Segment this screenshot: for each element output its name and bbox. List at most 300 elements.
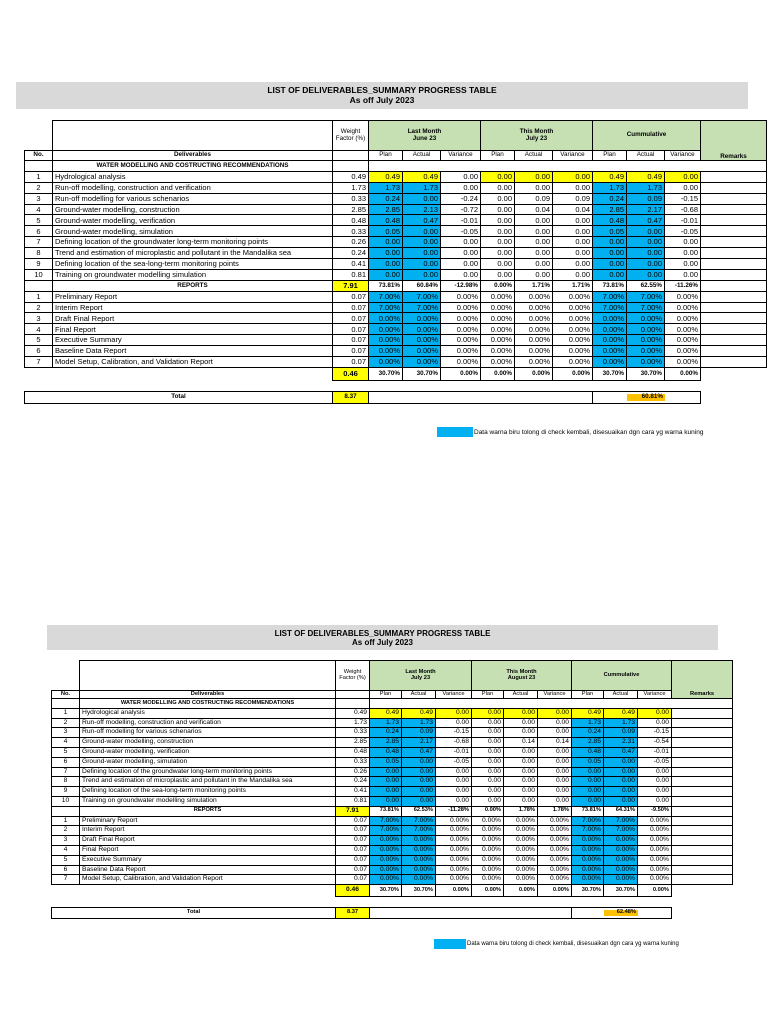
- progress-value: -0.15: [436, 728, 472, 738]
- deliverable-name: Run-off modelling for various schenarios: [53, 193, 333, 204]
- table-row: [52, 865, 733, 875]
- progress-value: 0.00%: [515, 291, 553, 302]
- summary-value: 73.81%: [370, 806, 402, 816]
- sub-header: Variance: [665, 151, 701, 161]
- progress-value: 0.00: [504, 796, 538, 806]
- remarks-cell: [701, 215, 767, 226]
- progress-value: 0.00%: [665, 346, 701, 357]
- progress-value: -0.68: [436, 738, 472, 748]
- weight-value: 0.07: [333, 291, 369, 302]
- sub-header: Variance: [436, 691, 472, 699]
- progress-value: -0.24: [441, 193, 481, 204]
- progress-value: 0.00%: [593, 357, 627, 368]
- cumulative-header: Cummulative: [572, 661, 672, 691]
- progress-value: 0.00%: [441, 313, 481, 324]
- deliverable-name: Model Setup, Calibration, and Validation Report: [80, 875, 336, 885]
- progress-value: 0.00: [604, 767, 638, 777]
- progress-value: 0.00%: [441, 324, 481, 335]
- table-row: [52, 826, 733, 836]
- progress-value: 0.00%: [436, 865, 472, 875]
- table-row: [52, 796, 733, 806]
- progress-value: 0.00: [472, 718, 504, 728]
- progress-value: 0.00: [604, 777, 638, 787]
- progress-value: 7.00%: [572, 826, 604, 836]
- progress-value: 0.00: [402, 777, 436, 787]
- progress-value: 0.00%: [472, 855, 504, 865]
- deliverable-name: Run-off modelling for various schenarios: [80, 728, 336, 738]
- progress-value: 0.00: [370, 796, 402, 806]
- progress-value: 7.00%: [627, 302, 665, 313]
- progress-value: 0.00: [572, 796, 604, 806]
- progress-value: 7.00%: [369, 302, 403, 313]
- deliverable-name: Model Setup, Calibration, and Validation Report: [53, 357, 333, 368]
- table-row: [52, 708, 733, 718]
- progress-value: 0.00: [638, 767, 672, 777]
- progress-value: 0.00: [638, 796, 672, 806]
- progress-value: 0.00: [515, 248, 553, 259]
- progress-value: 7.00%: [572, 816, 604, 826]
- progress-value: 0.00: [504, 787, 538, 797]
- total-row: [51, 907, 672, 919]
- final-summary-row: [25, 367, 767, 380]
- row-number: 9: [52, 787, 80, 797]
- progress-value: 0.24: [593, 193, 627, 204]
- progress-value: 0.00: [504, 728, 538, 738]
- deliverable-name: Defining location of the sea-long-term monitoring points: [80, 787, 336, 797]
- progress-value: 0.00: [504, 747, 538, 757]
- progress-value: 0.49: [369, 171, 403, 182]
- progress-value: 2.17: [627, 204, 665, 215]
- row-number: 4: [52, 845, 80, 855]
- summary-value: -9.50%: [638, 806, 672, 816]
- total-cumulative: 60.81%: [627, 394, 665, 400]
- progress-value: 0.00: [472, 708, 504, 718]
- summary-value: 30.70%: [370, 885, 402, 897]
- summary-value: 0.00%: [436, 885, 472, 897]
- row-number: 7: [52, 875, 80, 885]
- progress-value: 7.00%: [402, 826, 436, 836]
- deliverables-header: Deliverables: [80, 691, 336, 699]
- progress-value: 0.47: [403, 215, 441, 226]
- table-row: [52, 875, 733, 885]
- remarks-cell: [672, 708, 733, 718]
- progress-value: 0.00: [538, 718, 572, 728]
- summary-value: 0.00%: [515, 367, 553, 380]
- reports-label: REPORTS: [53, 280, 333, 291]
- weight-value: 0.07: [336, 845, 370, 855]
- progress-value: -0.05: [665, 226, 701, 237]
- progress-value: -0.01: [441, 215, 481, 226]
- progress-value: 0.00: [481, 259, 515, 270]
- progress-value: 0.00%: [538, 836, 572, 846]
- weight-value: 0.07: [333, 357, 369, 368]
- remarks-cell: [701, 313, 767, 324]
- progress-value: 0.00%: [515, 335, 553, 346]
- weight-value: 2.85: [333, 204, 369, 215]
- progress-value: 0.00%: [504, 855, 538, 865]
- progress-value: 0.00: [481, 171, 515, 182]
- progress-value: 0.48: [593, 215, 627, 226]
- progress-value: 0.47: [627, 215, 665, 226]
- progress-value: 0.00: [403, 259, 441, 270]
- progress-value: 0.00%: [481, 324, 515, 335]
- last-month-header: [369, 121, 481, 151]
- progress-value: 0.00: [572, 787, 604, 797]
- table-row: [25, 291, 767, 302]
- progress-value: 0.14: [504, 738, 538, 748]
- header-blank: [80, 661, 336, 691]
- progress-value: 0.00: [504, 767, 538, 777]
- blank: [25, 367, 53, 380]
- deliverable-name: Ground-water modelling, construction: [80, 738, 336, 748]
- progress-value: 0.00%: [553, 335, 593, 346]
- row-number: 10: [52, 796, 80, 806]
- row-number: 2: [25, 302, 53, 313]
- weight-value: 0.07: [336, 855, 370, 865]
- sub-header: Plan: [572, 691, 604, 699]
- table-title-banner: [47, 625, 718, 650]
- progress-value: 0.00%: [593, 324, 627, 335]
- progress-value: 0.00: [403, 193, 441, 204]
- progress-value: 0.00: [538, 787, 572, 797]
- remarks-cell: [672, 728, 733, 738]
- remarks-cell: [701, 291, 767, 302]
- progress-value: 0.00%: [504, 865, 538, 875]
- summary-value: 0.00%: [481, 367, 515, 380]
- summary-value: 62.55%: [627, 280, 665, 291]
- header-blank: [53, 121, 333, 151]
- row-number: 1: [52, 708, 80, 718]
- table-subtitle: As off July 2023: [349, 94, 415, 105]
- summary-value: 30.70%: [604, 885, 638, 897]
- progress-value: 0.47: [604, 747, 638, 757]
- sub-header: Plan: [370, 691, 402, 699]
- progress-value: 0.00: [638, 777, 672, 787]
- final-summary-row: [52, 885, 733, 897]
- summary-value: 0.00%: [472, 885, 504, 897]
- remarks-cell: [672, 787, 733, 797]
- weight-factor-header: Weight Factor (%): [336, 661, 370, 691]
- weight-value: 0.07: [336, 836, 370, 846]
- progress-value: 0.00%: [472, 826, 504, 836]
- progress-value: 0.00%: [627, 346, 665, 357]
- remarks-cell: [701, 280, 767, 291]
- cumulative-header: Cummulative: [593, 121, 701, 151]
- weight-value: 0.07: [336, 865, 370, 875]
- remarks-cell: [701, 204, 767, 215]
- progress-value: 0.00: [504, 708, 538, 718]
- progress-value: 0.00: [472, 747, 504, 757]
- summary-value: 1.78%: [538, 806, 572, 816]
- progress-value: 0.00%: [665, 335, 701, 346]
- progress-value: 7.00%: [370, 826, 402, 836]
- table-row: [25, 226, 767, 237]
- summary-value: 73.81%: [369, 280, 403, 291]
- progress-value: 2.85: [572, 738, 604, 748]
- sub-header: Variance: [441, 151, 481, 161]
- deliverable-name: Hydrological analysis: [53, 171, 333, 182]
- progress-value: 0.00%: [481, 346, 515, 357]
- remarks-cell: [701, 237, 767, 248]
- table-row: [25, 269, 767, 280]
- remarks-cell: [701, 357, 767, 368]
- deliverable-name: Baseline Data Report: [80, 865, 336, 875]
- progress-value: 0.00: [402, 796, 436, 806]
- progress-value: 7.00%: [403, 302, 441, 313]
- weight-value: 0.81: [336, 796, 370, 806]
- section-blank: [370, 699, 733, 709]
- progress-value: 0.00%: [593, 335, 627, 346]
- progress-value: 0.00: [627, 259, 665, 270]
- legend-text: Data warna biru tolong di check kembali, disesuaikan dgn cara yg warna kuning: [467, 941, 679, 947]
- progress-value: 0.00%: [403, 357, 441, 368]
- progress-value: 0.00%: [627, 324, 665, 335]
- progress-value: 0.00: [481, 204, 515, 215]
- progress-value: 1.73: [604, 718, 638, 728]
- progress-value: 0.00: [665, 182, 701, 193]
- summary-value: 1.71%: [553, 280, 593, 291]
- deliverable-name: Run-off modelling, construction and verification: [80, 718, 336, 728]
- progress-value: 0.24: [370, 728, 402, 738]
- legend-note: [434, 939, 679, 949]
- row-number: 5: [52, 855, 80, 865]
- progress-value: 0.49: [402, 708, 436, 718]
- progress-value: 0.00%: [436, 836, 472, 846]
- summary-value: 30.70%: [403, 367, 441, 380]
- progress-value: 0.00: [436, 718, 472, 728]
- table-row: [25, 171, 767, 182]
- progress-value: 0.00: [538, 777, 572, 787]
- deliverables-header: Deliverables: [53, 151, 333, 161]
- progress-value: 0.24: [572, 728, 604, 738]
- progress-value: -0.15: [638, 728, 672, 738]
- progress-value: 0.00%: [370, 845, 402, 855]
- weight-value: 0.26: [333, 237, 369, 248]
- progress-value: 0.05: [572, 757, 604, 767]
- table-row: [52, 767, 733, 777]
- progress-value: 0.00%: [481, 357, 515, 368]
- row-number: 3: [25, 193, 53, 204]
- summary-value: -12.98%: [441, 280, 481, 291]
- progress-value: 0.00%: [402, 865, 436, 875]
- progress-value: -0.01: [665, 215, 701, 226]
- progress-value: 0.00: [627, 226, 665, 237]
- table-row: [52, 777, 733, 787]
- progress-value: 0.00: [593, 259, 627, 270]
- progress-value: 0.00%: [572, 845, 604, 855]
- remarks-cell: [701, 269, 767, 280]
- total-blank: [370, 908, 572, 919]
- progress-value: 2.85: [369, 204, 403, 215]
- progress-value: 0.00%: [572, 865, 604, 875]
- summary-value: 0.00%: [472, 806, 504, 816]
- remarks-cell: [672, 826, 733, 836]
- weight-value: 0.33: [336, 757, 370, 767]
- blank: [25, 280, 53, 291]
- summary-value: -11.28%: [436, 806, 472, 816]
- table-row: [25, 346, 767, 357]
- progress-value: 0.49: [593, 171, 627, 182]
- summary-value: 0.00%: [504, 885, 538, 897]
- progress-value: 0.00: [403, 226, 441, 237]
- remarks-cell: [701, 226, 767, 237]
- progress-value: 1.73: [627, 182, 665, 193]
- progress-value: 0.00%: [472, 836, 504, 846]
- weight-value: 0.48: [333, 215, 369, 226]
- progress-value: 0.00%: [402, 875, 436, 885]
- blue-swatch: [434, 939, 466, 949]
- progress-value: 2.85: [370, 738, 402, 748]
- progress-value: 0.00%: [572, 836, 604, 846]
- progress-value: 0.00%: [402, 845, 436, 855]
- reports-weight: 7.91: [333, 280, 369, 291]
- progress-value: 0.00: [553, 226, 593, 237]
- progress-value: 0.00: [481, 269, 515, 280]
- summary-value: 0.00%: [441, 367, 481, 380]
- progress-value: 0.00%: [553, 313, 593, 324]
- row-number: 3: [52, 728, 80, 738]
- progress-value: 0.00%: [403, 335, 441, 346]
- no-header: No.: [25, 151, 53, 161]
- summary-value: 73.81%: [572, 806, 604, 816]
- summary-value: 60.84%: [403, 280, 441, 291]
- progress-value: 0.00%: [370, 865, 402, 875]
- weight-value: 0.07: [336, 826, 370, 836]
- section-heading: WATER MODELLING AND COSTRUCTING RECOMMENDATIONS: [80, 699, 336, 709]
- last-month-label: Last Month: [405, 668, 436, 675]
- weight-value: 0.24: [333, 248, 369, 259]
- sub-header: Actual: [402, 691, 436, 699]
- progress-value: 0.00%: [481, 291, 515, 302]
- progress-value: 0.00: [403, 237, 441, 248]
- progress-value: 0.05: [370, 757, 402, 767]
- progress-value: 0.00%: [572, 875, 604, 885]
- progress-value: 0.00: [553, 248, 593, 259]
- sub-header: Actual: [627, 151, 665, 161]
- progress-value: 0.00%: [504, 845, 538, 855]
- progress-value: 0.00: [472, 767, 504, 777]
- progress-value: 0.00: [436, 787, 472, 797]
- table-row: [25, 193, 767, 204]
- summary-value: 0.00%: [665, 367, 701, 380]
- blank: [80, 885, 336, 897]
- sub-header: Variance: [638, 691, 672, 699]
- summary-value: -11.26%: [665, 280, 701, 291]
- row-number: 1: [52, 816, 80, 826]
- progress-value: 0.00%: [627, 357, 665, 368]
- this-month-label: This Month: [506, 668, 537, 675]
- section-blank: [369, 161, 767, 172]
- progress-value: 2.31: [604, 738, 638, 748]
- progress-value: 0.00: [441, 259, 481, 270]
- sub-header: Plan: [369, 151, 403, 161]
- total-row: [24, 391, 701, 404]
- section-blank: [52, 699, 80, 709]
- total-cumulative-cell: [593, 392, 701, 404]
- progress-value: 0.00%: [665, 302, 701, 313]
- section-heading: WATER MODELLING AND COSTRUCTING RECOMMENDATIONS: [53, 161, 333, 172]
- this-month-label: This Month: [519, 128, 554, 136]
- sub-header: Actual: [504, 691, 538, 699]
- remarks-cell: [672, 796, 733, 806]
- summary-value: 30.70%: [369, 367, 403, 380]
- progress-value: 0.00: [441, 237, 481, 248]
- remarks-cell: [672, 836, 733, 846]
- progress-value: 0.09: [553, 193, 593, 204]
- progress-value: 0.00: [515, 171, 553, 182]
- remarks-cell: [701, 193, 767, 204]
- table-row: [25, 324, 767, 335]
- weight-value: 0.33: [336, 728, 370, 738]
- table-title: LIST OF DELIVERABLES_SUMMARY PROGRESS TABLE: [267, 85, 497, 95]
- last-month-period: July 23: [410, 674, 431, 681]
- progress-value: 2.85: [593, 204, 627, 215]
- progress-value: 0.00%: [593, 346, 627, 357]
- sub-header: Plan: [472, 691, 504, 699]
- summary-value: 64.31%: [604, 806, 638, 816]
- blank: [672, 885, 733, 897]
- progress-value: 0.00: [627, 237, 665, 248]
- progress-value: -0.05: [638, 757, 672, 767]
- progress-value: 0.00: [572, 767, 604, 777]
- progress-table: [51, 660, 733, 897]
- progress-value: 0.09: [627, 193, 665, 204]
- row-number: 6: [25, 346, 53, 357]
- progress-value: 0.09: [604, 728, 638, 738]
- progress-value: 1.73: [370, 718, 402, 728]
- weight-value: 0.41: [333, 259, 369, 270]
- weight-value: 0.81: [333, 269, 369, 280]
- progress-value: 0.49: [627, 171, 665, 182]
- progress-value: 0.00: [515, 215, 553, 226]
- progress-value: 0.00: [441, 269, 481, 280]
- header-blank: [25, 121, 53, 151]
- row-number: 5: [52, 747, 80, 757]
- summary-value: 0.00%: [553, 367, 593, 380]
- progress-value: 1.73: [369, 182, 403, 193]
- progress-value: 7.00%: [604, 826, 638, 836]
- remarks-cell: [701, 259, 767, 270]
- progress-value: 0.00%: [638, 845, 672, 855]
- progress-value: 0.00%: [593, 313, 627, 324]
- progress-value: 0.00: [665, 171, 701, 182]
- progress-value: 0.00: [553, 269, 593, 280]
- summary-value: 30.70%: [402, 885, 436, 897]
- reports-summary-row: [52, 806, 733, 816]
- deliverable-name: Interim Report: [80, 826, 336, 836]
- progress-value: 7.00%: [403, 291, 441, 302]
- progress-value: 2.13: [403, 204, 441, 215]
- progress-value: 0.00: [436, 708, 472, 718]
- sub-header: Actual: [515, 151, 553, 161]
- remarks-cell: [701, 335, 767, 346]
- progress-value: 0.00: [370, 767, 402, 777]
- progress-value: 0.00: [441, 248, 481, 259]
- remarks-cell: [672, 865, 733, 875]
- progress-value: -0.54: [638, 738, 672, 748]
- progress-value: 0.00%: [504, 836, 538, 846]
- progress-value: 0.04: [553, 204, 593, 215]
- progress-value: 0.00%: [370, 875, 402, 885]
- summary-value: 30.70%: [593, 367, 627, 380]
- deliverable-name: Ground-water modelling, verification: [80, 747, 336, 757]
- progress-value: 0.00: [472, 787, 504, 797]
- progress-value: 0.00%: [436, 816, 472, 826]
- progress-value: 0.00: [538, 708, 572, 718]
- deliverable-name: Training on groundwater modelling simulation: [53, 269, 333, 280]
- progress-value: 0.00: [504, 718, 538, 728]
- reports-weight: 7.91: [336, 806, 370, 816]
